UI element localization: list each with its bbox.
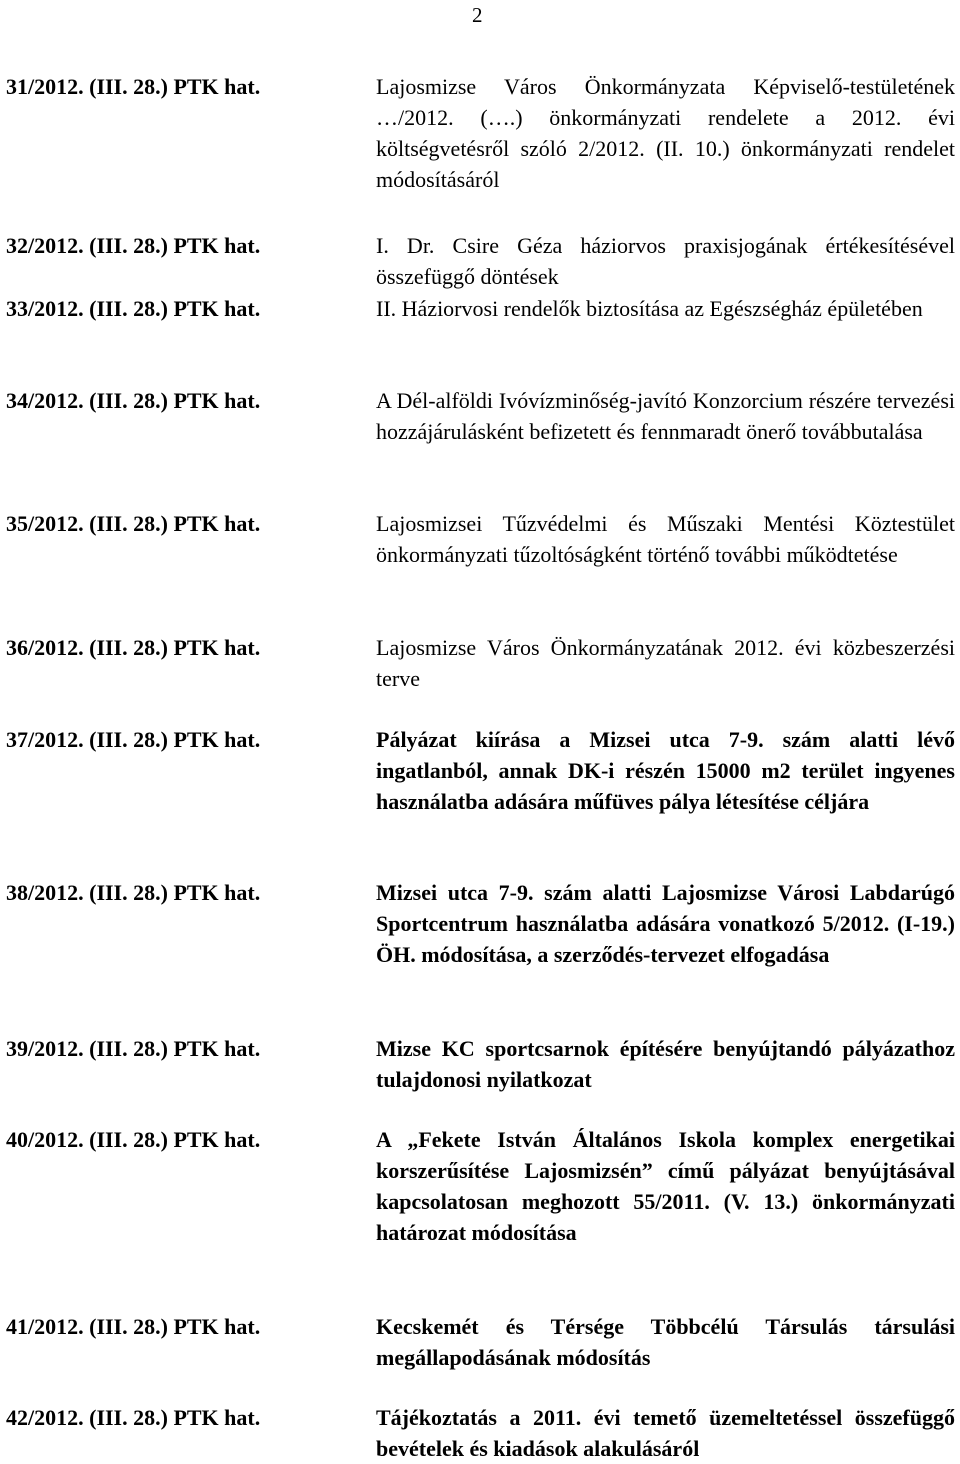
resolution-title: Pályázat kiírása a Mizsei utca 7-9. szám alatti lévő ingatlanból, annak DK-i részén 15000 m2 terület ingyenes használatba adására műfüves pálya létesítése céljára [376, 727, 955, 814]
resolution-ref: 42/2012. (III. 28.) PTK hat. [6, 1405, 261, 1430]
resolution-ref: 37/2012. (III. 28.) PTK hat. [6, 727, 261, 752]
resolution-ref: 34/2012. (III. 28.) PTK hat. [6, 388, 261, 413]
resolution-ref: 33/2012. (III. 28.) PTK hat. [6, 296, 261, 321]
resolution-title: A Dél-alföldi Ivóvízminőség-javító Konzorcium részére tervezési hozzájárulásként befizetett és fennmaradt önerő továbbutalása [376, 388, 955, 444]
resolution-ref: 35/2012. (III. 28.) PTK hat. [6, 511, 261, 536]
resolution-title: A „Fekete István Általános Iskola komplex energetikai korszerűsítése Lajosmizsén” című pályázat benyújtásával kapcsolatosan meghozott 55/2011. (V. 13.) önkormányzati határozat módosítása [376, 1127, 955, 1245]
resolution-ref: 41/2012. (III. 28.) PTK hat. [6, 1314, 261, 1339]
resolution-title: Mizsei utca 7-9. szám alatti Lajosmizse Városi Labdarúgó Sportcentrum használatba adására vonatkozó 5/2012. (I-19.) ÖH. módosítása, a szerződés-tervezet elfogadása [376, 880, 955, 967]
resolution-title: Lajosmizse Város Önkormányzatának 2012. évi közbeszerzési terve [376, 635, 955, 691]
resolution-title: Lajosmizse Város Önkormányzata Képviselő-testületének …/2012. (….) önkormányzati rendelete a 2012. évi költségvetésről szóló 2/2012. (II. 10.) önkormányzati rendelet módosításáról [376, 74, 955, 192]
resolution-title: Kecskemét és Térsége Többcélú Társulás társulási megállapodásának módosítás [376, 1314, 955, 1370]
page-number: 2 [472, 3, 483, 27]
resolution-title: II. Háziorvosi rendelők biztosítása az Egészségház épületében [376, 296, 923, 321]
resolution-title: Tájékoztatás a 2011. évi temető üzemeltetéssel összefüggő bevételek és kiadások alakulásáról [376, 1405, 955, 1461]
resolution-ref: 36/2012. (III. 28.) PTK hat. [6, 635, 261, 660]
resolution-ref: 39/2012. (III. 28.) PTK hat. [6, 1036, 261, 1061]
resolution-ref: 40/2012. (III. 28.) PTK hat. [6, 1127, 261, 1152]
resolution-ref: 32/2012. (III. 28.) PTK hat. [6, 233, 261, 258]
resolution-ref: 31/2012. (III. 28.) PTK hat. [6, 74, 261, 99]
resolution-title: Lajosmizsei Tűzvédelmi és Műszaki Mentési Köztestület önkormányzati tűzoltóságként történő további működtetése [376, 511, 955, 567]
resolution-ref: 38/2012. (III. 28.) PTK hat. [6, 880, 261, 905]
resolution-title: I. Dr. Csire Géza háziorvos praxisjogának értékesítésével összefüggő döntések [376, 233, 955, 289]
resolution-title: Mizse KC sportcsarnok építésére benyújtandó pályázathoz tulajdonosi nyilatkozat [376, 1036, 955, 1092]
